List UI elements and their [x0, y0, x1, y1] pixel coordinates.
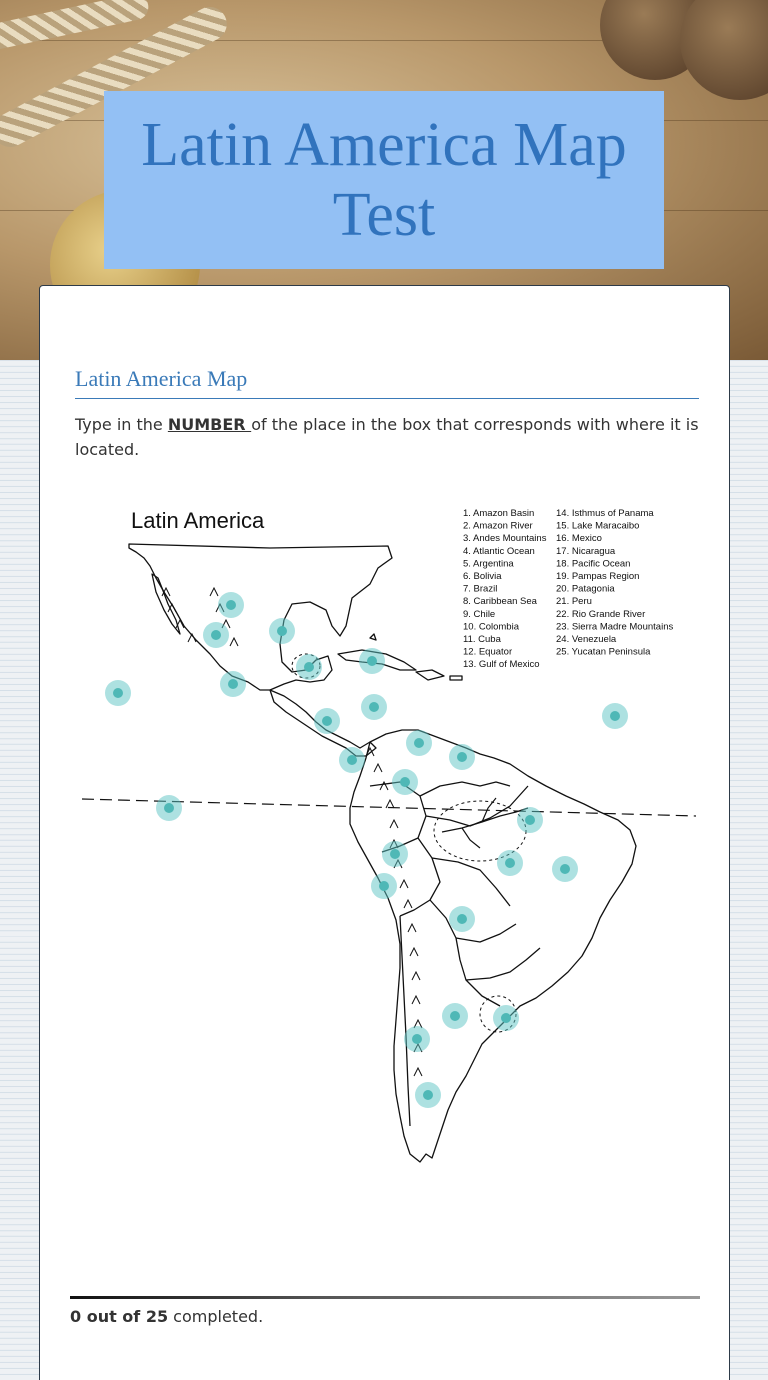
legend-item: 19. Pampas Region — [556, 571, 640, 582]
legend-item: 4. Atlantic Ocean — [463, 545, 535, 557]
map-hotspot[interactable] — [442, 1003, 468, 1029]
title-banner — [104, 91, 664, 269]
instructions — [75, 412, 703, 462]
map-legend — [463, 508, 673, 670]
map-hotspot[interactable] — [406, 730, 432, 756]
legend-item: 15. Lake Maracaibo — [556, 520, 640, 532]
legend-item: 22. Rio Grande River — [556, 608, 646, 620]
progress-suffix: completed. — [168, 1307, 264, 1326]
map-hotspot[interactable] — [371, 873, 397, 899]
legend-item: 3. Andes Mountains — [463, 533, 547, 545]
map-hotspot[interactable] — [156, 795, 182, 821]
map-hotspot[interactable] — [359, 648, 385, 674]
worksheet-card — [39, 285, 730, 1380]
map-hotspot[interactable] — [218, 592, 244, 618]
map-heading: Latin America — [131, 508, 265, 533]
map-hotspot[interactable] — [203, 622, 229, 648]
legend-item: 9. Chile — [463, 608, 496, 620]
map-hotspot[interactable] — [493, 1005, 519, 1031]
legend-item: 16. Mexico — [556, 533, 602, 545]
legend-item: 17. Nicaragua — [556, 545, 616, 557]
map-hotspot[interactable] — [296, 654, 322, 680]
map-hotspot[interactable] — [552, 856, 578, 882]
legend-item: 14. Isthmus of Panama — [556, 508, 654, 519]
map-hotspot[interactable] — [382, 841, 408, 867]
map-hotspot[interactable] — [269, 618, 295, 644]
legend-item: 23. Sierra Madre Mountains — [556, 621, 674, 633]
progress-bar — [70, 1296, 700, 1299]
map-hotspot[interactable] — [361, 694, 387, 720]
legend-item: 13. Gulf of Mexico — [463, 659, 540, 671]
legend-item: 20. Patagonia — [556, 583, 615, 595]
legend-item: 8. Caribbean Sea — [463, 596, 537, 608]
map-hotspot[interactable] — [105, 680, 131, 706]
legend-item: 5. Argentina — [463, 558, 514, 570]
legend-item: 18. Pacific Ocean — [556, 558, 631, 570]
map-hotspot[interactable] — [517, 807, 543, 833]
map-hotspot[interactable] — [404, 1026, 430, 1052]
page-title: Latin America Map Test — [141, 111, 627, 249]
legend-item: 21. Peru — [556, 596, 592, 608]
legend-item: 24. Venezuela — [556, 634, 617, 645]
progress-count: 0 out of 25 — [70, 1307, 169, 1326]
legend-item: 2. Amazon River — [463, 520, 533, 532]
legend-item: 7. Brazil — [463, 583, 498, 595]
amazon-river — [442, 798, 528, 848]
map-hotspot[interactable] — [392, 769, 418, 795]
map-hotspot[interactable] — [339, 747, 365, 773]
legend-item: 6. Bolivia — [463, 571, 502, 582]
map-hotspot[interactable] — [415, 1082, 441, 1108]
instructions-suffix: of the place in the box that corresponds with where it is located. — [75, 415, 699, 459]
map-hotspot[interactable] — [220, 671, 246, 697]
map-hotspot[interactable] — [449, 906, 475, 932]
map-hotspot[interactable] — [602, 703, 628, 729]
legend-item: 10. Colombia — [463, 621, 519, 633]
legend-item: 1. Amazon Basin — [463, 508, 535, 519]
map-hotspot[interactable] — [314, 708, 340, 734]
legend-item: 25. Yucatan Peninsula — [556, 646, 651, 658]
map-hotspot[interactable] — [497, 850, 523, 876]
legend-item: 11. Cuba — [463, 634, 501, 645]
section-title: Latin America Map — [75, 366, 699, 399]
progress-text — [70, 1307, 263, 1326]
instructions-prefix: Type in the — [75, 415, 168, 434]
legend-item: 12. Equator — [463, 646, 513, 658]
map-hotspot[interactable] — [449, 744, 475, 770]
instructions-emphasis: NUMBER — [167, 415, 252, 434]
